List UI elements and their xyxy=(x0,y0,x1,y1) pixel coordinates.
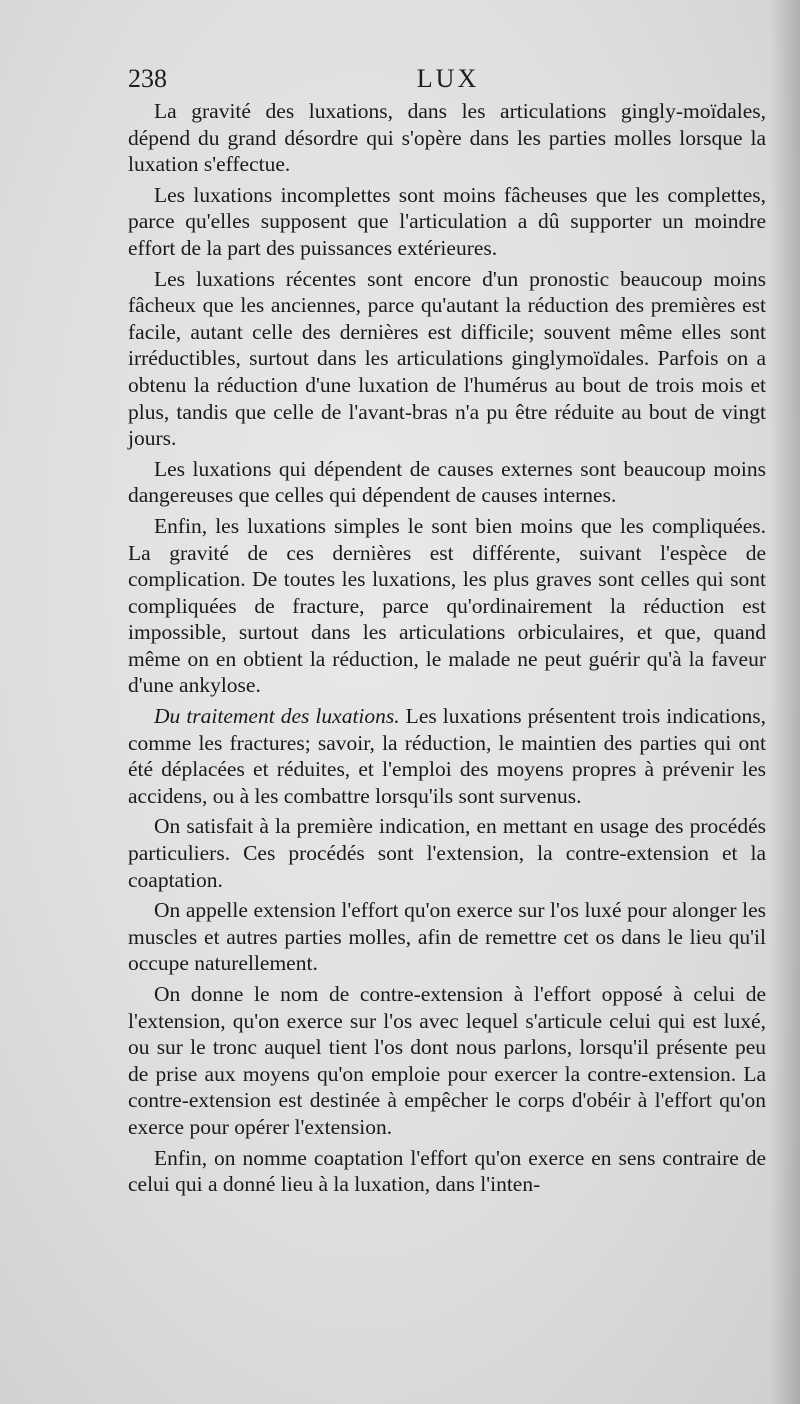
paragraph-simple-vs-complicated: Enfin, les luxations simples le sont bien moins que les compliquées. La gravité de ces dernières est différente, suivant l'espèce de complication. De toutes les luxations, les plus graves sont celles qui sont compliquées de fracture, parce qu'ordinairement la réduction est impossible, surtout dans les articulations orbiculaires, et que, quand même on en obtient la réduction, le malade ne peut guérir qu'à la faveur d'une ankylose. xyxy=(128,513,766,698)
treatment-heading: Du traitement des luxations. xyxy=(154,704,400,729)
paragraph-coaptation: Enfin, on nomme coaptation l'effort qu'on exerce en sens contraire de celui qui a donné lieu à la luxation, dans l'inten- xyxy=(128,1145,766,1197)
paragraph-extension: On appelle extension l'effort qu'on exerce sur l'os luxé pour alonger les muscles et autres parties molles, afin de remettre cet os dans le lieu qu'il occupe naturellement. xyxy=(128,898,766,976)
body-text xyxy=(128,98,766,1198)
treatment-text: Les luxations présentent trois indications, comme les fractures; savoir, la réduction, le maintien des parties qui ont été déplacées et réduites, et l'emploi des moyens propres à prévenir les accidens, ou à les combattre lorsqu'ils sont survenus. xyxy=(128,704,767,808)
paragraph-incomplete-luxations: Les luxations incomplettes sont moins fâcheuses que les complettes, parce qu'elles supposent que l'articulation a dû supporter un moindre effort de la part des puissances extérieures. xyxy=(128,182,766,260)
paragraph-external-causes: Les luxations qui dépendent de causes externes sont beaucoup moins dangereuses que celles qui dépendent de causes internes. xyxy=(128,456,766,508)
paragraph-first-indication: On satisfait à la première indication, en mettant en usage des procédés particuliers. Ces procédés sont l'extension, la contre-extension et la coaptation. xyxy=(128,814,766,892)
page-number: 238 xyxy=(128,64,167,93)
paragraph-recent-luxations: Les luxations récentes sont encore d'un pronostic beaucoup moins fâcheux que les anciennes, parce qu'autant la réduction des premières est facile, autant celle des dernières est difficile; souvent même elles sont irréductibles, surtout dans les articulations ginglymoïdales. Parfois on a obtenu la réduction d'une luxation de l'humérus au bout de trois mois et plus, tandis que celle de l'avant-bras n'a pu être réduite au bout de vingt jours. xyxy=(128,266,766,451)
page-edge-shadow xyxy=(770,0,800,1404)
running-head: LUX xyxy=(416,64,480,93)
paragraph-ginglymoid-gravity: La gravité des luxations, dans les articulations gingly-moïdales, dépend du grand désordre qui s'opère dans les parties molles lorsque la luxation s'effectue. xyxy=(128,99,766,177)
paragraph-treatment xyxy=(128,703,766,809)
paragraph-counter-extension: On donne le nom de contre-extension à l'effort opposé à celui de l'extension, qu'on exerce sur l'os avec lequel s'articule celui qui est luxé, ou sur le tronc auquel tient l'os dont nous parlons, lorsqu'il présente peu de prise aux moyens qu'on emploie pour exercer la contre-extension. La contre-extension est destinée à empêcher le corps d'obéir à l'effort qu'on exerce pour opérer l'extension. xyxy=(128,982,766,1139)
page-header xyxy=(128,64,768,98)
